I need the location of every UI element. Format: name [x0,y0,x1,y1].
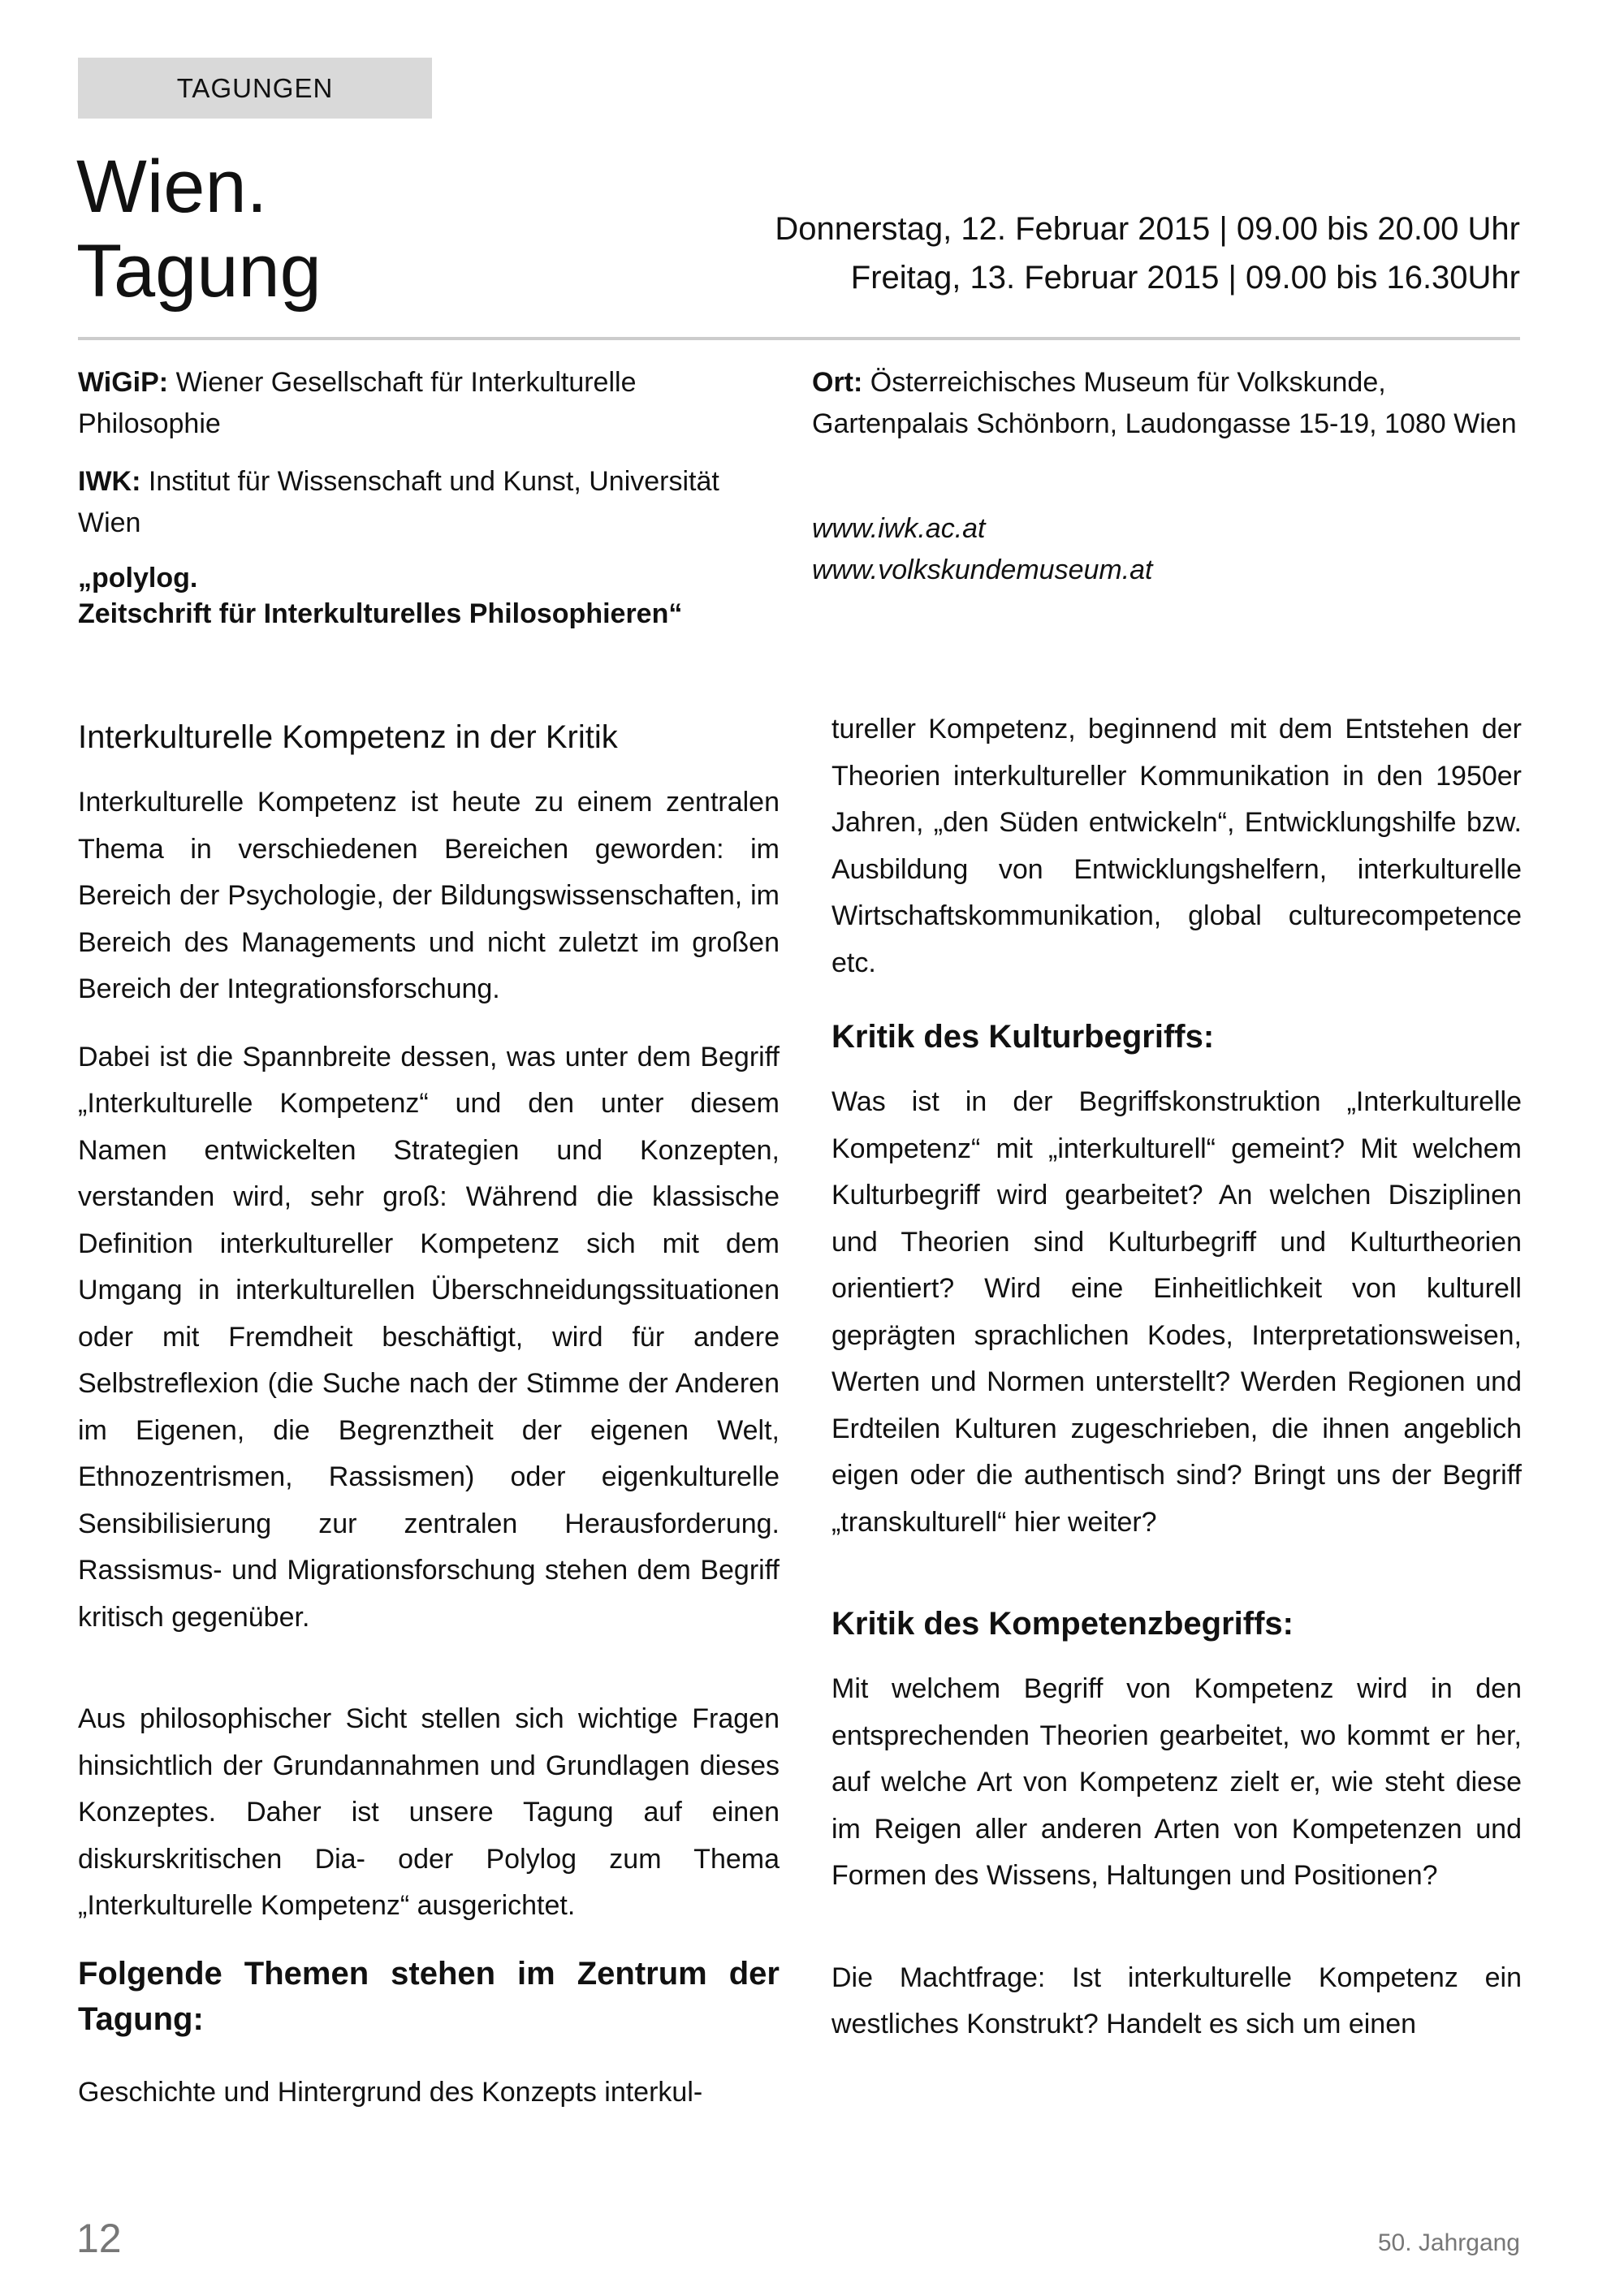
paragraph: Aus philosophischer Sicht stellen sich wichtige Fragen hinsichtlich der Grundannahmen und Grundlagen dieses Konzeptes. Daher ist unsere Tagung auf einen diskurskritischen Dia- oder Polylog zum Thema „Interkulturelle Kompetenz“ ausgerichtet. [78,1703,780,1921]
event-dates [775,205,1520,302]
heading-kulturbegriff: Kritik des Kulturbegriffs: [831,1019,1215,1055]
paragraph: Die Machtfrage: Ist interkulturelle Kompetenz ein westliches Konstrukt? Handelt es sich um einen [831,1962,1522,2039]
organizer-wigip [78,362,760,445]
paragraph: tureller Kompetenz, beginnend mit dem Entstehen der Theorien interkultureller Kommunikation in den 1950er Jahren, „den Süden entwickeln“, Entwicklungshilfe bzw. Ausbildung von Entwicklungshelfern, interkulturelle Wirtschaftskommunikation, global culturecompetence etc. [831,714,1522,978]
link-volkskundemuseum[interactable]: www.volkskundemuseum.at [812,555,1153,585]
paragraph: Was ist in der Begriffskonstruktion „Interkulturelle Kompetenz“ mit „interkulturell“ gemeint? Mit welchem Kulturbegriff wird gearbeitet? An welchen Disziplinen und Theorien sind Kulturbegriff und Kulturtheorien orientiert? Wird eine Einheitlichkeit von kulturell geprägten sprachlichen Kodes, Interpretationsweisen, Werten und Normen unterstellt? Werden Regionen und Erdteilen Kulturen zugeschrieben, die ihnen angeblich eigen oder die authentisch sind? Bringt uns der Begriff „transkulturell“ hier weiter? [831,1086,1522,1538]
organizers [78,362,760,648]
article-column-right [831,706,1522,2069]
page-title [76,145,322,313]
organizer-label: „polylog. [78,563,198,593]
paragraph: Dabei ist die Spannbreite dessen, was unter dem Begriff „Interkulturelle Kompetenz“ und den unter diesem Namen entwickelten Strategien und Konzepten, verstanden wird, sehr groß: Während die klassische Definition interkultureller Kompetenz sich mit dem Umgang in interkulturellen Überschneidungssituationen oder mit Fremdheit beschäftigt, wird für andere Selbstreflexion (die Suche nach der Stimme der Anderen im Eigenen, die Begrenztheit der eigenen Welt, Ethnozentrismen, Rassismen) oder eigenkulturelle Sensibilisierung zur zentralen Herausforderung. Rassismus- und Migrationsforschung stehen dem Begriff kritisch gegenüber. [78,1041,780,1633]
date-day-2: Freitag, 13. Februar 2015 | 09.00 bis 16.30Uhr [850,260,1520,296]
volume-label: 50. Jahrgang [1377,2229,1520,2256]
section-label: TAGUNGEN [78,58,432,119]
heading-kompetenzbegriff: Kritik des Kompetenzbegriffs: [831,1606,1294,1642]
header-divider [78,337,1520,340]
organizer-iwk [78,461,760,544]
organizer-text: Wiener Gesellschaft für Interkulturelle Philosophie [78,367,637,439]
organizer-label: IWK: [78,466,141,497]
date-day-1: Donnerstag, 12. Februar 2015 | 09.00 bis 20.00 Uhr [775,211,1520,247]
title-line-1: Wien. [76,145,268,228]
paragraph: Geschichte und Hintergrund des Konzepts interkul- [78,2076,703,2108]
article-column-left [78,714,780,2137]
page-number: 12 [76,2216,122,2261]
organizer-text: Institut für Wissenschaft und Kunst, Universität Wien [78,466,719,538]
title-line-2: Tagung [76,230,322,313]
paragraph: Mit welchem Begriff von Kompetenz wird in den entsprechenden Theorien gearbeitet, wo kommt er her, auf welche Art von Kompetenz zielt er, wie steht diese im Reigen aller anderen Arten von Kompetenzen und Formen des Wissens, Haltungen und Positionen? [831,1673,1522,1891]
heading-themen: Folgende Themen stehen im Zentrum der Tagung: [78,1955,780,2037]
paragraph: Interkulturelle Kompetenz ist heute zu einem zentralen Thema in verschiedenen Bereichen geworden: im Bereich der Psychologie, der Bildungswissenschaften, im Bereich des Managements und nicht zuletzt im großen Bereich der Integrationsforschung. [78,787,780,1004]
location-text: Österreichisches Museum für Volkskunde, Gartenpalais Schönborn, Laudongasse 15-19, 1080 Wien [812,367,1517,439]
organizer-polylog [78,560,760,632]
heading-kritik: Interkulturelle Kompetenz in der Kritik [78,719,618,755]
organizer-text: Zeitschrift für Interkulturelles Philosophieren“ [78,598,683,629]
location-label: Ort: [812,367,863,398]
location [812,362,1527,445]
location-info [812,362,1527,591]
organizer-label: WiGiP: [78,367,169,398]
link-iwk[interactable]: www.iwk.ac.at [812,513,986,544]
